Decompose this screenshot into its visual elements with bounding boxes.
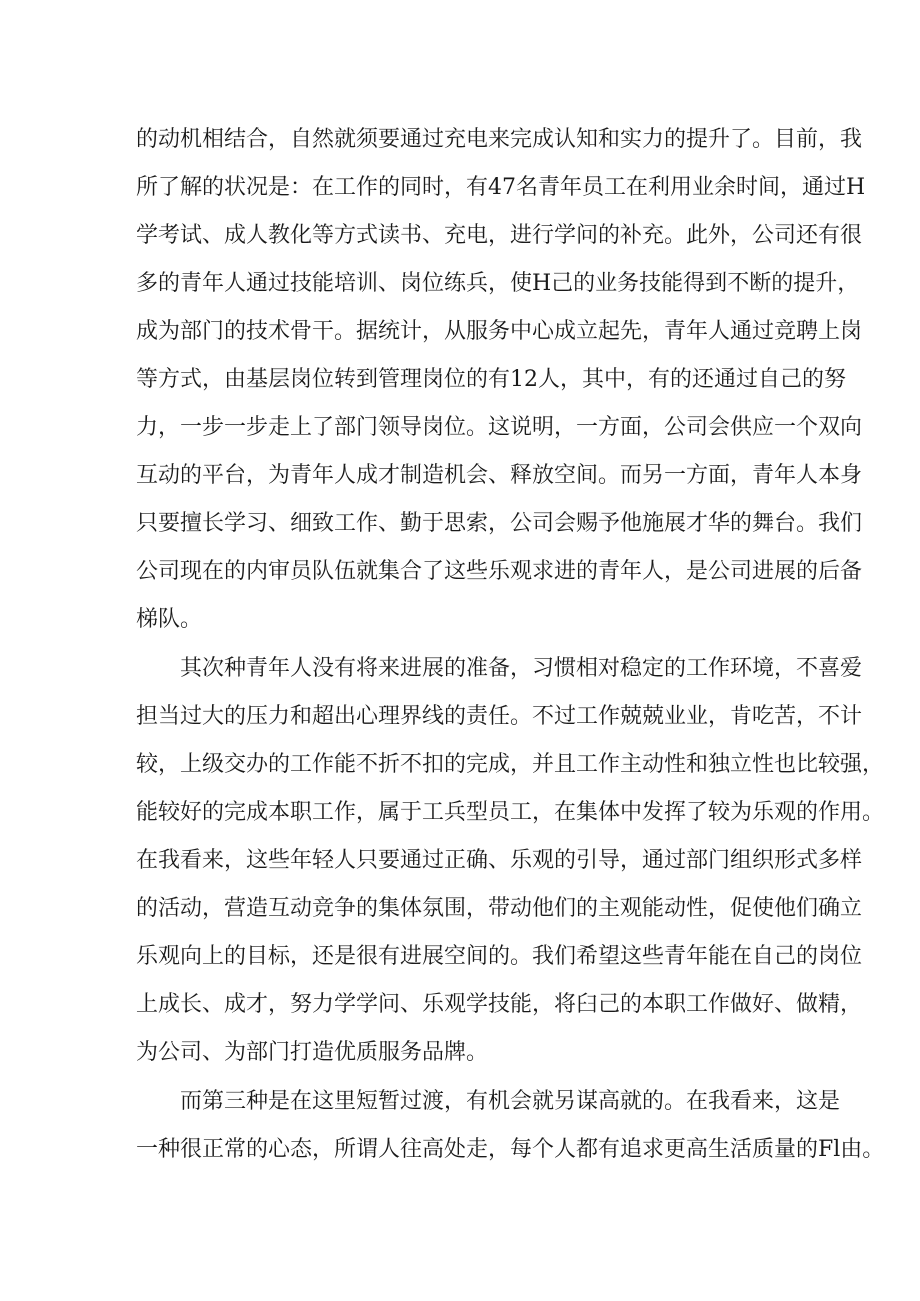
text-line: 上成长、成才，努力学学问、乐观学技能，将臼己的本职工作做好、做精， [136, 992, 863, 1017]
text-line: 梯队。 [136, 607, 203, 632]
text-line: 而第三种是在这里短暂过渡，有机会就另谋高就的。在我看来，这是 [180, 1089, 841, 1114]
text-line: 一种很正常的心态，所谓人往高处走，每个人都有追求更高生活质量的Fl由。 [136, 1137, 885, 1162]
text-line: 的活动，营造互动竞争的集体氛围，带动他们的主观能动性，促使他们确立 [136, 896, 863, 921]
text-line: 力，一步一步走上了部门领导岗位。这说明，一方面，公司会供应一个双向 [136, 415, 863, 440]
text-line: 在我看来，这些年轻人只要通过正确、乐观的引导，通过部门组织形式多样 [136, 848, 863, 873]
text-line: 学考试、成人教化等方式读书、充电，进行学问的补充。此外，公司还有很 [136, 223, 863, 248]
text-line: 担当过大的压力和超出心理界线的责任。不过工作兢兢业业，肯吃苦，不计 [136, 704, 863, 729]
text-line: 为公司、为部门打造优质服务品牌。 [136, 1040, 489, 1065]
text-line: 能较好的完成本职工作，属于工兵型员工，在集体中发挥了较为乐观的作用。 [136, 800, 885, 825]
text-line: 只要擅长学习、细致工作、勤于思索，公司会赐予他施展才华的舞台。我们 [136, 511, 863, 536]
text-line: 所了解的状况是：在工作的同时，有47名青年员工在利用业余时间，通过H [136, 175, 866, 200]
text-line: 乐观向上的目标，还是很有进展空间的。我们希望这些青年能在自己的岗位 [136, 944, 863, 969]
text-line: 其次种青年人没有将来进展的准备，习惯相对稳定的工作环境，不喜爱 [180, 656, 863, 681]
text-line: 的动机相结合，自然就须要通过充电来完成认知和实力的提升了。目前，我 [136, 127, 863, 152]
text-line: 多的青年人通过技能培训、岗位练兵，使H己的业务技能得到不断的提升， [136, 271, 860, 296]
text-line: 等方式，由基层岗位转到管理岗位的有12人，其中，有的还通过自己的努 [136, 367, 846, 392]
text-line: 成为部门的技术骨干。据统计，从服务中心成立起先，青年人通过竞聘上岗 [136, 319, 863, 344]
text-line: 互动的平台，为青年人成才制造机会、释放空间。而另一方面，青年人本身 [136, 463, 863, 488]
text-line: 公司现在的内审员队伍就集合了这些乐观求进的青年人，是公司进展的后备 [136, 559, 863, 584]
text-line: 较，上级交办的工作能不折不扣的完成，并且工作主动性和独立性也比较强， [136, 752, 885, 777]
